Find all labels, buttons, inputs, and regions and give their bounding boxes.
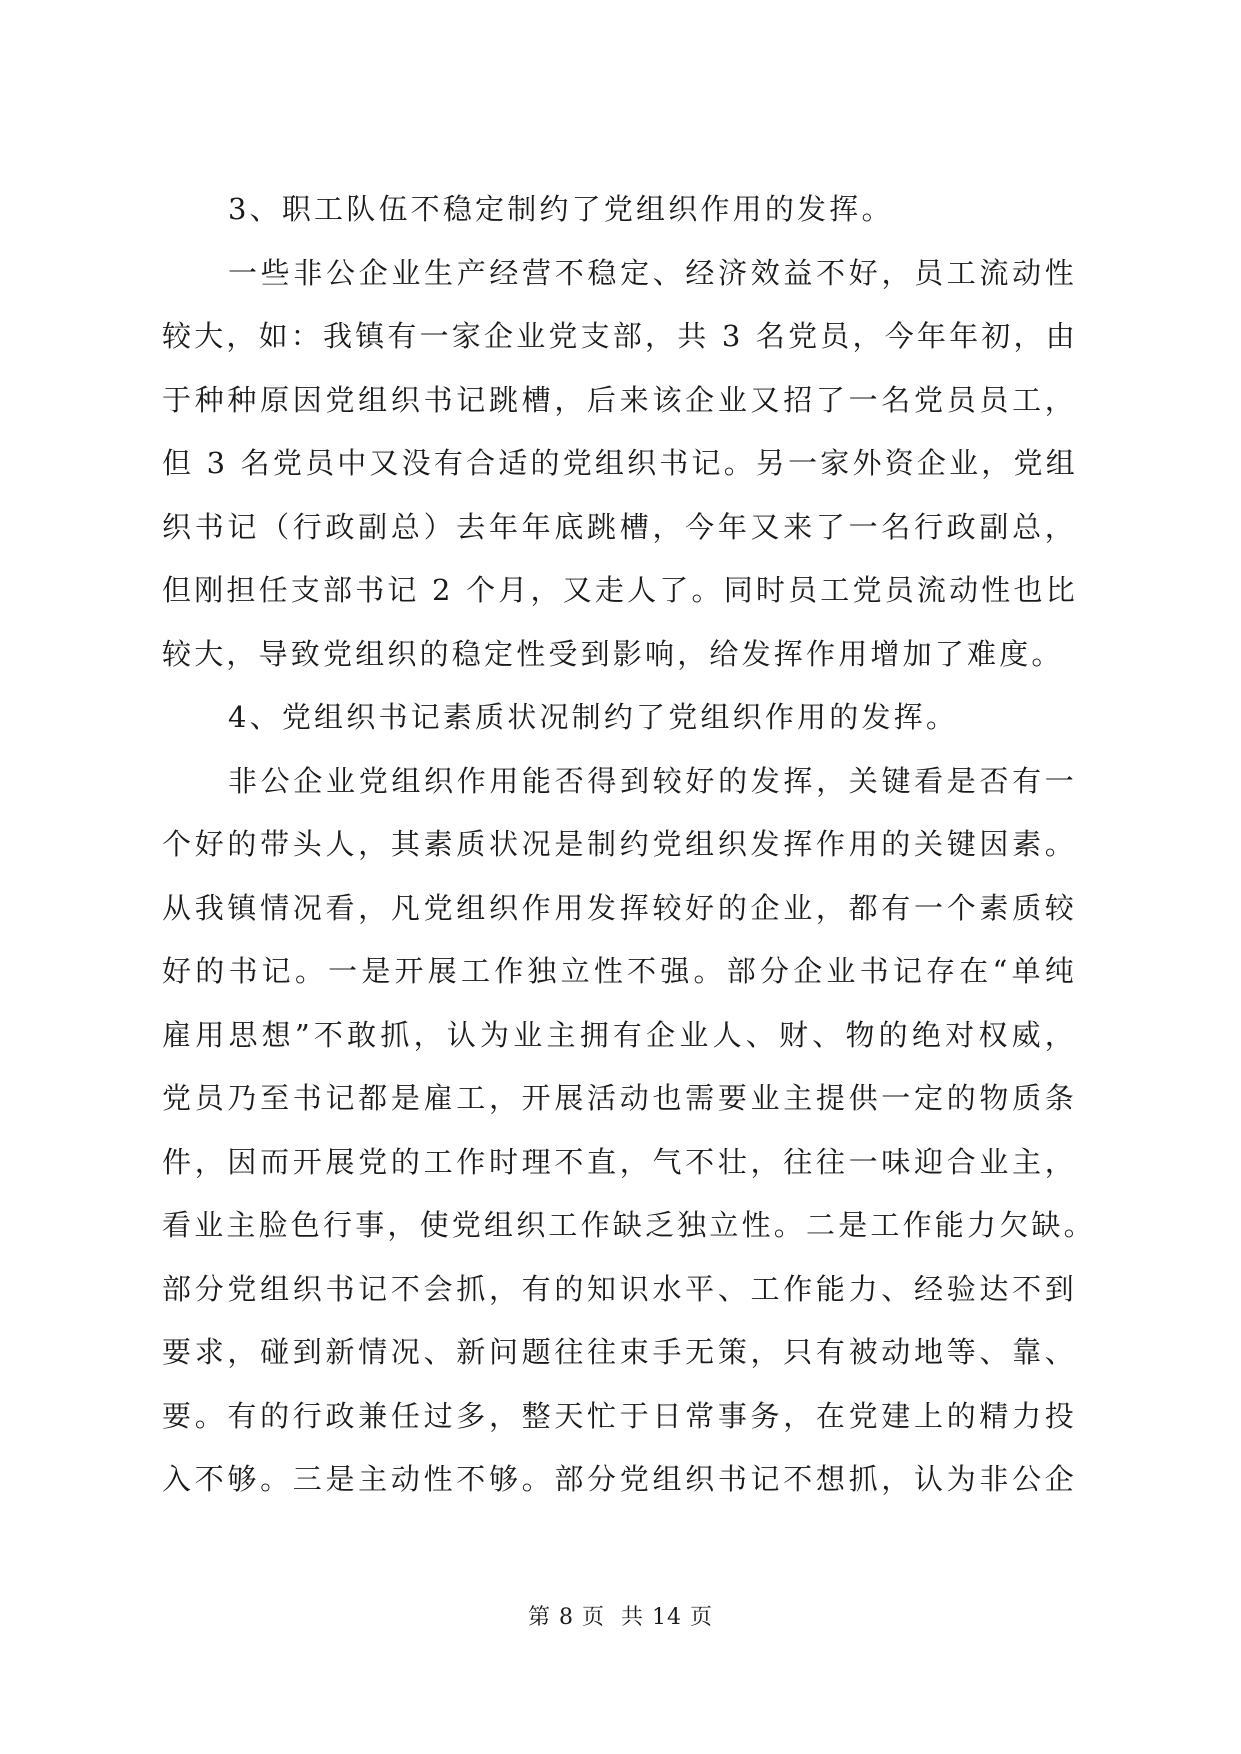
text-line: 织书记（行政副总）去年年底跳槽，今年又来了一名行政副总， bbox=[162, 509, 1077, 544]
text-line: 看业主脸色行事，使党组织工作缺乏独立性。二是工作能力欠缺。 bbox=[162, 1208, 1096, 1242]
text-line: 但 3 名党员中又没有合适的党组织书记。另一家外资企业，党组 bbox=[162, 446, 1078, 480]
text-line: 较大，如：我镇有一家企业党支部，共 3 名党员，今年年初，由 bbox=[162, 319, 1078, 353]
text-line: 要求，碰到新情况、新问题往往束手无策，只有被动地等、靠、 bbox=[162, 1335, 1077, 1369]
text-line: 从我镇情况看，凡党组织作用发挥较好的企业，都有一个素质较 bbox=[162, 890, 1077, 925]
text-line: 3、职工队伍不稳定制约了党组织作用的发挥。 bbox=[228, 192, 894, 226]
page-number-label: 第 8 页 共 14 页 bbox=[528, 1605, 713, 1630]
text-line: 要。有的行政兼任过多，整天忙于日常事务，在党建上的精力投 bbox=[162, 1398, 1077, 1433]
page-footer bbox=[0, 1600, 1241, 1631]
text-line: 件，因而开展党的工作时理不直，气不壮，往往一味迎合业主， bbox=[162, 1144, 1077, 1179]
text-line: 非公企业党组织作用能否得到较好的发挥，关键看是否有一 bbox=[228, 763, 1077, 798]
text-line: 好的书记。一是开展工作独立性不强。部分企业书记存在“单纯 bbox=[162, 954, 1077, 988]
text-line: 但刚担任支部书记 2 个月，又走人了。同时员工党员流动性也比 bbox=[162, 573, 1078, 607]
text-line: 一些非公企业生产经营不稳定、经济效益不好，员工流动性 bbox=[228, 255, 1077, 290]
text-line: 于种种原因党组织书记跳槽，后来该企业又招了一名党员员工， bbox=[162, 382, 1077, 417]
document-body bbox=[162, 178, 1096, 1512]
paragraph bbox=[162, 242, 1077, 687]
text-line: 党员乃至书记都是雇工，开展活动也需要业主提供一定的物质条 bbox=[162, 1081, 1077, 1115]
paragraph bbox=[162, 750, 1096, 1512]
paragraph bbox=[162, 178, 1077, 242]
text-line: 部分党组织书记不会抓，有的知识水平、工作能力、经验达不到 bbox=[162, 1271, 1077, 1306]
text-line: 入不够。三是主动性不够。部分党组织书记不想抓，认为非公企 bbox=[162, 1462, 1077, 1496]
paragraph bbox=[162, 686, 1077, 750]
text-line: 较大，导致党组织的稳定性受到影响，给发挥作用增加了难度。 bbox=[162, 636, 1064, 671]
text-line: 4、党组织书记素质状况制约了党组织作用的发挥。 bbox=[228, 700, 959, 734]
text-line: 雇用思想”不敢抓，认为业主拥有企业人、财、物的绝对权威， bbox=[162, 1017, 1077, 1052]
text-line: 个好的带头人，其素质状况是制约党组织发挥作用的关键因素。 bbox=[162, 827, 1077, 861]
